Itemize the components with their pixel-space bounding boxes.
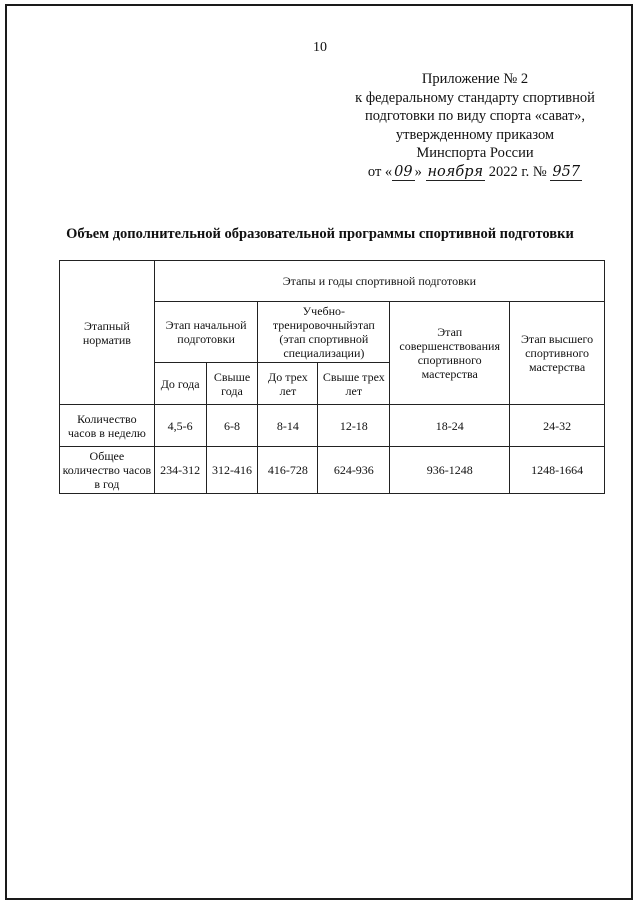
date-prefix: от « bbox=[367, 163, 393, 180]
document-title: Объем дополнительной образовательной программы спортивной подготовки bbox=[66, 226, 574, 242]
norms-table bbox=[59, 260, 605, 494]
appendix-line-1: Приложение № 2 bbox=[421, 71, 529, 87]
table-header-row-1 bbox=[60, 261, 605, 302]
appendix-line-5: Минспорта России bbox=[416, 145, 534, 161]
handwritten-month: ноября bbox=[427, 163, 484, 180]
date-mid: » bbox=[414, 163, 422, 180]
table-row bbox=[60, 405, 605, 447]
year-text: 2022 г. № bbox=[488, 163, 547, 180]
appendix-line-4: утвержденному приказом bbox=[395, 126, 555, 143]
table-cell: 312-416 bbox=[206, 447, 258, 494]
appendix-line-2: к федеральному стандарту спортивной bbox=[355, 89, 595, 106]
table-cell: 24-32 bbox=[510, 405, 605, 447]
appendix-block bbox=[330, 70, 620, 181]
table-cell: 8-14 bbox=[258, 405, 318, 447]
header-up-to-year: До года bbox=[154, 363, 206, 405]
table-cell: 234-312 bbox=[154, 447, 206, 494]
row-label: Количество часов в неделю bbox=[60, 405, 155, 447]
handwritten-day: 09 bbox=[394, 163, 413, 180]
header-stage-initial: Этап начальной подготовки bbox=[154, 302, 258, 363]
header-norm: Этапный норматив bbox=[60, 261, 155, 405]
header-stage-improvement: Этап совершенствования спортивного мастерства bbox=[390, 302, 510, 405]
table-cell: 624-936 bbox=[318, 447, 390, 494]
header-over-three-years: Свыше трех лет bbox=[318, 363, 390, 405]
table-cell: 18-24 bbox=[390, 405, 510, 447]
header-up-to-three-years: До трех лет bbox=[258, 363, 318, 405]
table-cell: 416-728 bbox=[258, 447, 318, 494]
table-cell: 936-1248 bbox=[390, 447, 510, 494]
header-over-year: Свыше года bbox=[206, 363, 258, 405]
table-cell: 6-8 bbox=[206, 405, 258, 447]
order-date-line bbox=[330, 163, 620, 182]
header-stage-training: Учебно-тренировочныйэтап (этап спортивной специализации) bbox=[258, 302, 390, 363]
table-row bbox=[60, 447, 605, 494]
appendix-line-3: подготовки по виду спорта «сават», bbox=[364, 108, 586, 124]
row-label: Общее количество часов в год bbox=[60, 447, 155, 494]
header-stages: Этапы и годы спортивной подготовки bbox=[154, 261, 604, 302]
table-cell: 12-18 bbox=[318, 405, 390, 447]
table-cell: 4,5-6 bbox=[154, 405, 206, 447]
page-number: 10 bbox=[313, 40, 327, 55]
header-stage-higher: Этап высшего спортивного мастерства bbox=[510, 302, 605, 405]
table-cell: 1248-1664 bbox=[510, 447, 605, 494]
handwritten-order-number: 957 bbox=[552, 163, 581, 180]
